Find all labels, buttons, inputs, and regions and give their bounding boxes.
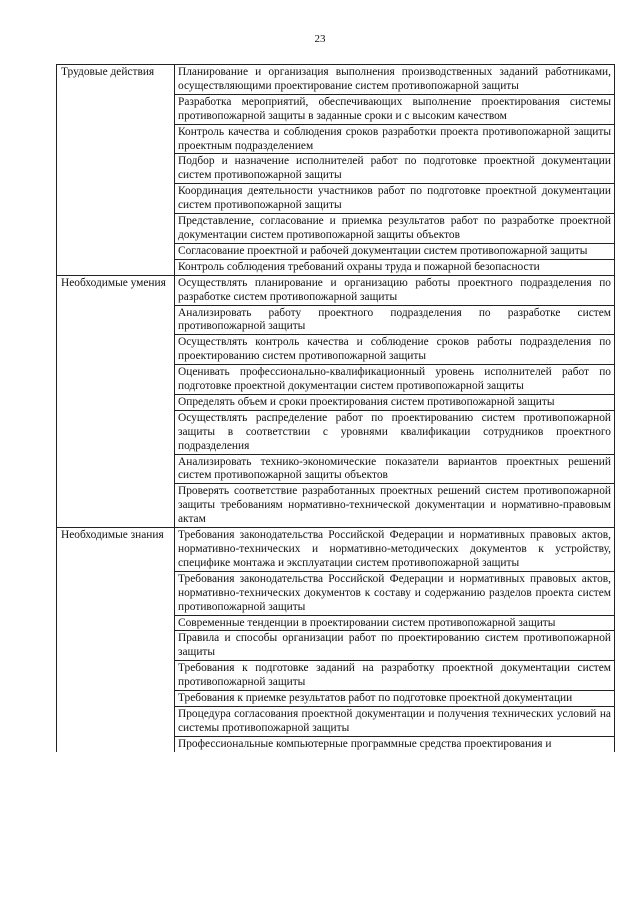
requirement-item: Осуществлять планирование и организацию работы проектного подразделения по разработке систем противопожарной защиты	[175, 275, 615, 305]
requirements-table	[56, 64, 615, 752]
section-label: Трудовые действия	[57, 65, 175, 276]
requirement-item: Определять объем и сроки проектирования систем противопожарной защиты	[175, 394, 615, 410]
requirement-item: Оценивать профессионально-квалификационный уровень исполнителей работ по подготовке проектной документации систем противопожарной защиты	[175, 365, 615, 395]
requirement-item: Требования к подготовке заданий на разработку проектной документации систем противопожарной защиты	[175, 661, 615, 691]
requirement-item: Согласование проектной и рабочей документации систем противопожарной защиты	[175, 243, 615, 259]
requirement-item: Анализировать работу проектного подразделения по разработке систем противопожарной защиты	[175, 305, 615, 335]
requirement-item: Подбор и назначение исполнителей работ по подготовке проектной документации систем противопожарной защиты	[175, 154, 615, 184]
requirement-item: Требования к приемке результатов работ по подготовке проектной документации	[175, 691, 615, 707]
section-label: Необходимые знания	[57, 528, 175, 752]
table-row	[57, 528, 615, 572]
requirement-item: Планирование и организация выполнения производственных заданий работниками, осуществляющими проектирование систем противопожарной защиты	[175, 65, 615, 95]
requirement-item: Координация деятельности участников работ по подготовке проектной документации систем противопожарной защиты	[175, 184, 615, 214]
requirement-item: Правила и способы организации работ по проектированию систем противопожарной защиты	[175, 631, 615, 661]
table-body	[57, 65, 615, 752]
page-number: 23	[314, 33, 326, 45]
requirement-item: Процедура согласования проектной документации и получения технических условий на системы противопожарной защиты	[175, 706, 615, 736]
requirement-item: Проверять соответствие разработанных проектных решений систем противопожарной защиты требованиям нормативно-технической документации и нормативно-правовым актам	[175, 484, 615, 528]
requirement-item: Требования законодательства Российской Федерации и нормативных правовых актов, нормативно-технических и нормативно-методических документов к устройству, специфике монтажа и эксплуатации систем противопожарной защиты	[175, 528, 615, 572]
requirement-item: Представление, согласование и приемка результатов работ по разработке проектной документации систем противопожарной защиты объектов	[175, 214, 615, 244]
requirement-item: Контроль качества и соблюдения сроков разработки проекта противопожарной защиты проектным подразделением	[175, 124, 615, 154]
requirement-item: Осуществлять распределение работ по проектированию систем противопожарной защиты в соответствии с уровнями квалификации сотрудников проектного подразделения	[175, 410, 615, 454]
section-label: Необходимые умения	[57, 275, 175, 527]
requirement-item: Требования законодательства Российской Федерации и нормативных правовых актов, нормативно-технических документов к составу и содержанию разделов проекта систем противопожарной защиты	[175, 571, 615, 615]
table-row	[57, 275, 615, 305]
requirement-item: Осуществлять контроль качества и соблюдение сроков работы подразделения по проектированию систем противопожарной защиты	[175, 335, 615, 365]
requirement-item: Современные тенденции в проектировании систем противопожарной защиты	[175, 615, 615, 631]
requirement-item: Разработка мероприятий, обеспечивающих выполнение проектирования системы противопожарной защиты в заданные сроки и с высоким качеством	[175, 94, 615, 124]
table-row	[57, 65, 615, 95]
requirement-item: Контроль соблюдения требований охраны труда и пожарной безопасности	[175, 259, 615, 275]
requirement-item: Профессиональные компьютерные программные средства проектирования и	[175, 736, 615, 751]
requirement-item: Анализировать технико-экономические показатели вариантов проектных решений систем противопожарной защиты объектов	[175, 454, 615, 484]
